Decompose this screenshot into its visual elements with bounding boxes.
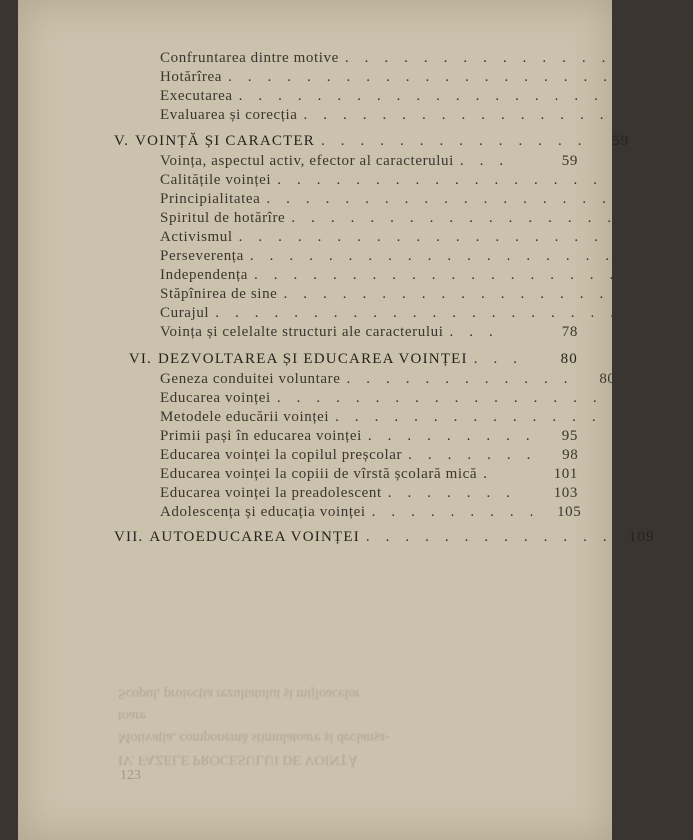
leader-dots: .................. (266, 191, 622, 207)
leader-dots: .................. (291, 210, 647, 226)
toc-chapter-title: AUTOEDUCAREA VOINȚEI (149, 529, 360, 545)
toc-entry-title: Activismul (160, 229, 233, 245)
toc-entry-title: Educarea voinței la copilul preșcolar (160, 447, 403, 463)
leader-dots: ....... (408, 447, 547, 463)
toc-entry-title: Executarea (160, 88, 233, 104)
toc-entry (160, 48, 693, 68)
leader-dots: .................... (254, 267, 649, 283)
toc-entry-page: 64 (637, 191, 654, 207)
leader-dots: ... (459, 153, 520, 169)
toc-entry-title: Voința și celelalte structuri ale caracterului (160, 324, 444, 340)
toc-entry-title: Metodele educării voinței (160, 409, 330, 425)
toc-entry-title: Geneza conduitei voluntare (160, 371, 341, 387)
toc-entry (160, 246, 677, 266)
toc-entry-page: 52 (638, 69, 656, 85)
leader-dots: ............. (365, 529, 623, 545)
toc-entry (160, 284, 671, 304)
toc-chapter-title: VOINȚĂ ȘI CARACTER (135, 133, 315, 149)
toc-entry-page: 70 (654, 286, 671, 302)
toc-entry (160, 483, 578, 503)
toc-entry (160, 369, 616, 389)
toc-entry-title: Evaluarea și corecția (160, 107, 298, 123)
toc-entry-title: Perseverența (160, 248, 244, 264)
toc-entry-page: 80 (560, 351, 578, 367)
toc-entry (160, 388, 665, 408)
toc-entry (160, 67, 656, 87)
toc-entry-page: 83 (648, 390, 665, 406)
toc-entry-page: 73 (665, 305, 682, 321)
chapter-numeral: V. (114, 133, 130, 149)
toc-entry-page: 101 (553, 466, 578, 482)
toc-entry-page: 65 (649, 229, 666, 245)
page-number: 123 (120, 768, 141, 783)
toc-entry-page: 66 (660, 248, 677, 264)
leader-dots: . (483, 466, 503, 482)
toc-entry-title: Curajul (160, 305, 210, 321)
toc-entry-page: 80 (599, 371, 616, 387)
toc-entry-title: Educarea voinței (160, 390, 271, 406)
toc-entry (160, 426, 578, 446)
leader-dots: .................. (277, 172, 633, 188)
toc-entry-page: 50 (676, 50, 693, 66)
leader-dots: ................ (344, 50, 661, 66)
toc-entry (160, 151, 578, 171)
toc-entry-title: Educarea voinței la copiii de vîrstă școlară mică (160, 466, 478, 482)
toc-entry-title: Principialitatea (160, 191, 261, 207)
leader-dots: .................. (303, 107, 660, 123)
toc-entry-title: Primii pași în educarea voinței (160, 428, 362, 444)
toc-entry-title: Spiritul de hotărîre (160, 210, 286, 226)
toc-entry-title: Confruntarea dintre motive (160, 50, 339, 66)
toc-entry-page: 105 (557, 504, 582, 520)
toc-entry-page: 78 (561, 324, 578, 340)
leader-dots: .................. (276, 390, 633, 406)
bleed-through-text: IV. FAZELE PROCESULUI DE VOINȚĂ Motivația, componentă stimulatoare și declanșa- toare Scopul, proiecția rezultatului și mijloacelor (118, 686, 390, 767)
toc-chapter (114, 527, 655, 547)
toc-entry (160, 303, 682, 323)
toc-entry-page: 109 (628, 529, 655, 545)
toc-chapter-title: DEZVOLTAREA ȘI EDUCAREA VOINȚEI (158, 351, 468, 367)
leader-dots: .................. (283, 286, 639, 302)
toc-entry-page: 57 (674, 107, 692, 123)
leader-dots: .................... (249, 248, 645, 264)
leader-dots: ......... (367, 428, 546, 444)
toc-entry-page: 54 (649, 88, 666, 104)
leader-dots: ... (473, 351, 533, 367)
toc-entry (160, 227, 666, 247)
toc-entry-page: 95 (561, 428, 578, 444)
leader-dots: .................... (238, 229, 634, 245)
toc-entry-page: 62 (648, 172, 665, 188)
toc-entry (160, 189, 654, 209)
toc-entry (160, 86, 666, 106)
leader-dots: .............. (335, 409, 612, 425)
toc-entry (160, 208, 679, 228)
toc-entry (160, 464, 578, 484)
toc-entry-title: Stăpînirea de sine (160, 286, 278, 302)
toc-entry-title: Educarea voinței la preadolescent (160, 485, 382, 501)
toc-entry-page: 103 (553, 485, 578, 501)
leader-dots: ....... (387, 485, 527, 501)
toc-chapter (114, 131, 630, 151)
chapter-numeral: VII. (114, 529, 144, 545)
leader-dots: ......... (371, 504, 550, 520)
leader-dots: ... (449, 324, 509, 340)
toc-entry (160, 502, 582, 522)
book-page (18, 0, 693, 840)
toc-entry-title: Voința, aspectul activ, efector al caracterului (160, 153, 454, 169)
toc-entry (160, 170, 665, 190)
toc-entry-title: Hotărîrea (160, 69, 223, 85)
table-of-contents (18, 0, 693, 840)
toc-entry-title: Adolescența și educația voinței (160, 504, 366, 520)
leader-dots: ...................... (215, 305, 650, 321)
toc-entry (160, 265, 681, 285)
toc-entry-title: Calitățile voinței (160, 172, 272, 188)
toc-entry (160, 445, 578, 465)
toc-entry (160, 407, 644, 427)
chapter-numeral: VI. (128, 351, 152, 367)
leader-dots: ............ (346, 371, 584, 387)
leader-dots: .................... (238, 88, 634, 104)
leader-dots: .............. (321, 133, 598, 149)
toc-entry-page: 64 (662, 210, 679, 226)
toc-entry-page: 98 (562, 447, 579, 463)
toc-entry-page: 68 (664, 267, 681, 283)
toc-entry (160, 322, 578, 342)
toc-entry (160, 105, 692, 125)
toc-entry-page: 86 (627, 409, 644, 425)
leader-dots: .................... (228, 69, 624, 85)
toc-entry-page: 59 (561, 153, 578, 169)
toc-entry-page: 59 (612, 133, 630, 149)
toc-chapter (114, 349, 578, 369)
toc-entry-title: Independența (160, 267, 248, 283)
